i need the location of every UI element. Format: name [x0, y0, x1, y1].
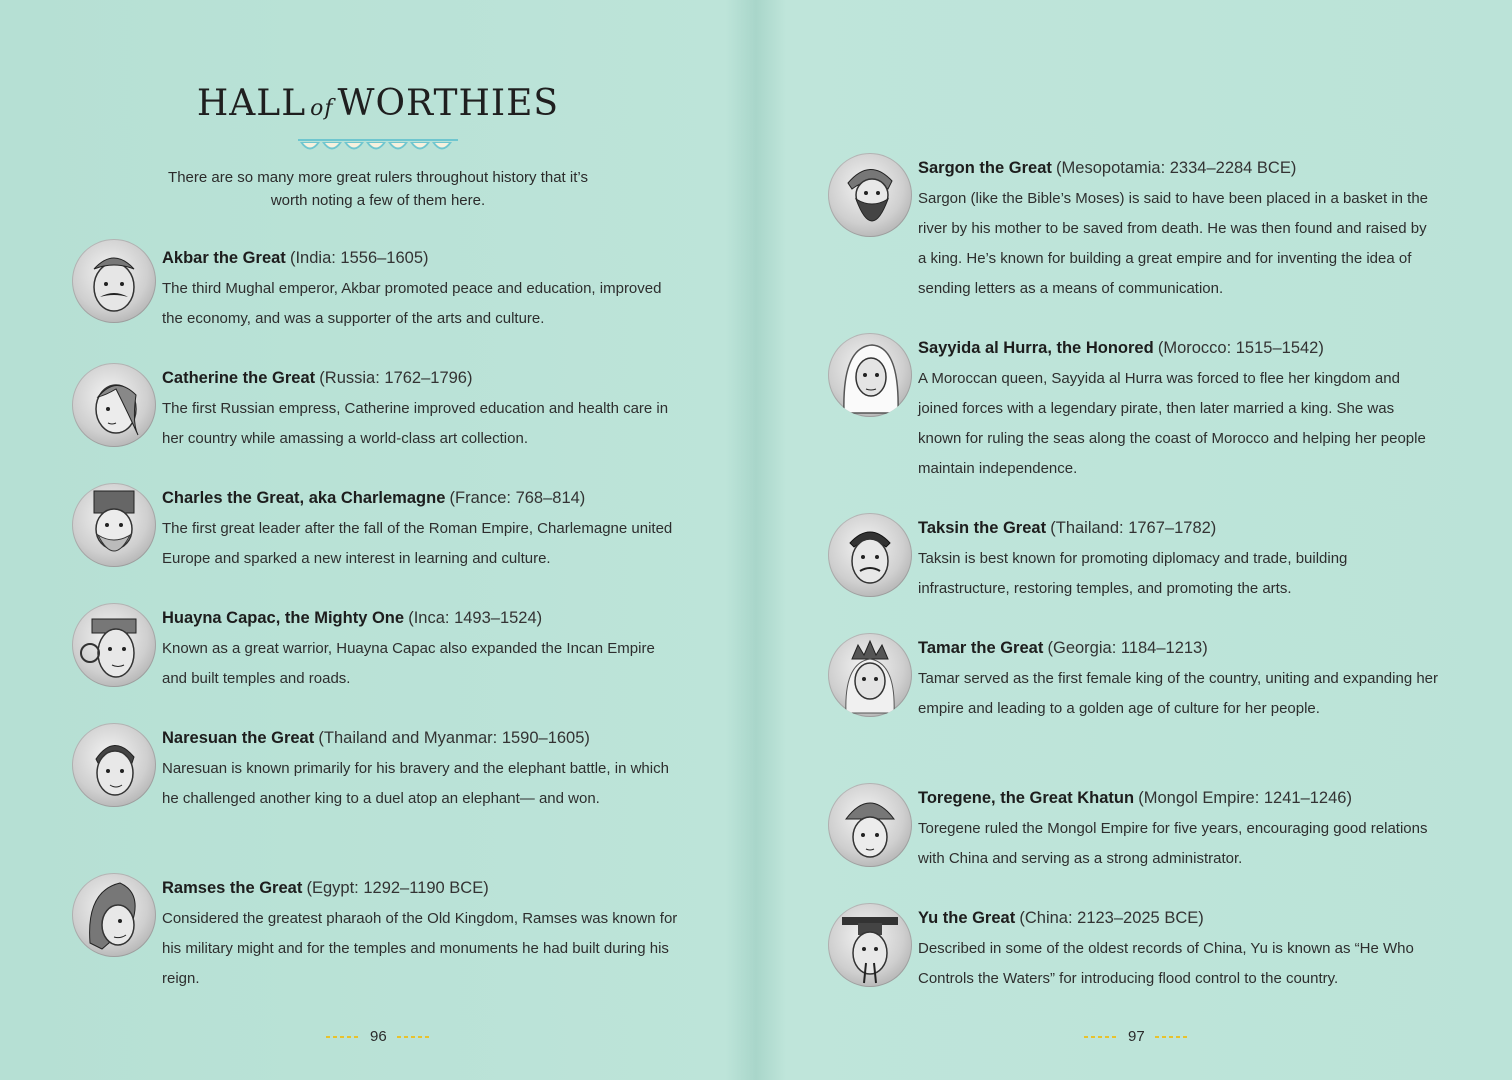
taksin-portrait-icon	[828, 513, 912, 597]
catherine-portrait-icon	[72, 363, 156, 447]
page-number-left	[326, 1028, 431, 1045]
ruler-description: Sargon (like the Bible’s Moses) is said to have been placed in a basket in the river by his mother to be saved from death. He was then found and raised by a king. He’s known for building a great empire and for inventing the idea of sending letters as a means of communication.	[918, 190, 1429, 297]
entry-text	[918, 903, 1438, 994]
entry-text	[162, 243, 682, 334]
entry-text	[162, 483, 682, 574]
ruler-meta: (Mongol Empire: 1241–1246)	[1138, 789, 1352, 807]
toregene-portrait-icon	[828, 783, 912, 867]
ruler-description: A Moroccan queen, Sayyida al Hurra was forced to flee her kingdom and joined forces with a legendary pirate, then later married a king. She was known for ruling the seas along the coast of Morocco and helping her people maintain independence.	[918, 370, 1426, 477]
ruler-description: The first Russian empress, Catherine improved education and health care in her country while amassing a world-class art collection.	[162, 400, 669, 447]
ruler-name: Naresuan the Great	[162, 729, 315, 747]
page-title	[160, 82, 596, 131]
ruler-meta: (France: 768–814)	[449, 489, 586, 507]
ruler-description: The first great leader after the fall of the Roman Empire, Charlemagne united Europe and sparked a new interest in learning and culture.	[162, 520, 673, 567]
page-dots-icon	[397, 1036, 431, 1038]
ruler-name: Charles the Great, aka Charlemagne	[162, 489, 446, 507]
ruler-name: Taksin the Great	[918, 519, 1047, 537]
ruler-description: Known as a great warrior, Huayna Capac also expanded the Incan Empire and built temples and roads.	[162, 640, 655, 687]
entry-text	[162, 873, 682, 994]
entry-text	[162, 723, 682, 814]
entry-text	[162, 363, 682, 454]
ruler-meta: (India: 1556–1605)	[289, 249, 429, 267]
ruler-meta: (Thailand and Myanmar: 1590–1605)	[318, 729, 590, 747]
ruler-description: Considered the greatest pharaoh of the Old Kingdom, Ramses was known for his military might and for the temples and monuments he had built during his reign.	[162, 910, 678, 987]
ruler-meta: (China: 2123–2025 BCE)	[1019, 909, 1204, 927]
ruler-name: Sargon the Great	[918, 159, 1052, 177]
tamar-portrait-icon	[828, 633, 912, 717]
entry-text	[918, 333, 1438, 484]
ruler-meta: (Egypt: 1292–1190 BCE)	[306, 879, 489, 897]
ruler-name: Toregene, the Great Khatun	[918, 789, 1135, 807]
right-page	[756, 0, 1512, 1080]
ruler-description: Described in some of the oldest records of China, Yu is known as “He Who Controls the Waters” for introducing flood control to the country.	[918, 940, 1414, 987]
ruler-meta: (Morocco: 1515–1542)	[1157, 339, 1324, 357]
entry-text	[918, 783, 1438, 874]
page-number-text: 96	[370, 1028, 387, 1045]
ruler-description: Toregene ruled the Mongol Empire for five years, encouraging good relations with China and serving as a strong administrator.	[918, 820, 1428, 867]
title-worthies: WORTHIES	[337, 83, 560, 124]
ruler-description: Naresuan is known primarily for his bravery and the elephant battle, in which he challenged another king to a duel atop an elephant— and won.	[162, 760, 669, 807]
ruler-name: Akbar the Great	[162, 249, 286, 267]
ruler-meta: (Mesopotamia: 2334–2284 BCE)	[1056, 159, 1297, 177]
page-dots-icon	[326, 1036, 360, 1038]
entry-text	[162, 603, 682, 694]
ruler-name: Tamar the Great	[918, 639, 1044, 657]
ramses-portrait-icon	[72, 873, 156, 957]
page-number-text: 97	[1128, 1028, 1145, 1045]
ruler-meta: (Inca: 1493–1524)	[408, 609, 543, 627]
akbar-portrait-icon	[72, 239, 156, 323]
page-number-right	[1084, 1028, 1189, 1045]
ruler-name: Huayna Capac, the Mighty One	[162, 609, 405, 627]
ruler-name: Catherine the Great	[162, 369, 316, 387]
ruler-description: Taksin is best known for promoting diplomacy and trade, building infrastructure, restoring temples, and promoting the arts.	[918, 550, 1348, 597]
entry-text	[918, 633, 1438, 724]
ruler-meta: (Russia: 1762–1796)	[319, 369, 473, 387]
title-block	[160, 82, 596, 157]
scallop-divider-icon	[296, 137, 460, 157]
ruler-name: Sayyida al Hurra, the Honored	[918, 339, 1154, 357]
ruler-description: Tamar served as the first female king of the country, uniting and expanding her empire and leading to a golden age of culture for her people.	[918, 670, 1439, 717]
ruler-name: Yu the Great	[918, 909, 1016, 927]
naresuan-portrait-icon	[72, 723, 156, 807]
intro-text: There are so many more great rulers throughout history that it’s worth noting a few of them here.	[168, 169, 588, 209]
yu-portrait-icon	[828, 903, 912, 987]
sargon-portrait-icon	[828, 153, 912, 237]
huayna-capac-portrait-icon	[72, 603, 156, 687]
page-dots-icon	[1155, 1036, 1189, 1038]
sayyida-portrait-icon	[828, 333, 912, 417]
title-of: of	[310, 96, 334, 121]
ruler-meta: (Thailand: 1767–1782)	[1050, 519, 1217, 537]
entry-text	[918, 153, 1438, 304]
page-dots-icon	[1084, 1036, 1118, 1038]
charlemagne-portrait-icon	[72, 483, 156, 567]
ruler-name: Ramses the Great	[162, 879, 303, 897]
ruler-meta: (Georgia: 1184–1213)	[1047, 639, 1208, 657]
title-hall: HALL	[196, 83, 307, 124]
ruler-description: The third Mughal emperor, Akbar promoted peace and education, improved the economy, and was a supporter of the arts and culture.	[162, 280, 662, 327]
entry-text	[918, 513, 1438, 604]
